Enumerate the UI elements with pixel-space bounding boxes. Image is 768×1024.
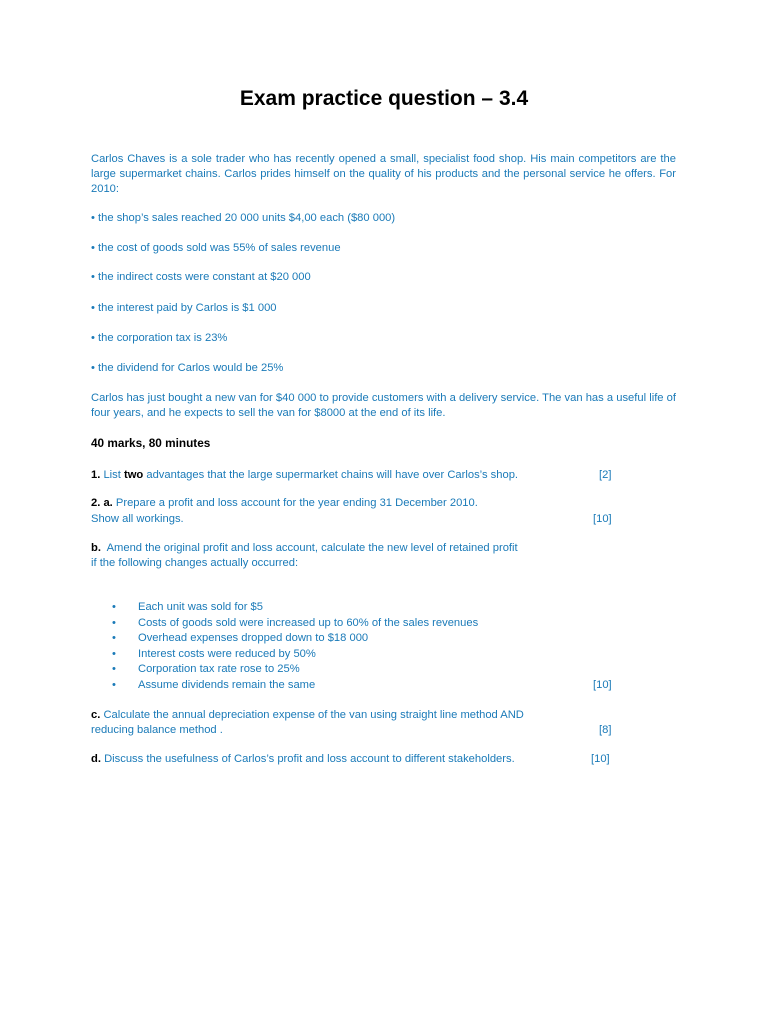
list-item: • Corporation tax rate rose to 25% xyxy=(112,663,300,675)
question-2a: 2. a. Prepare a profit and loss account for the year ending 31 December 2010. xyxy=(91,497,478,509)
bullet: • xyxy=(91,302,95,314)
van-paragraph: Carlos has just bought a new van for $40 000 to provide customers with a delivery service. The van has a useful life of four years, and he expects to sell the van for $8000 at the end of its life. xyxy=(91,392,676,419)
list-item: • Interest costs were reduced by 50% xyxy=(112,647,316,660)
question-number: d. xyxy=(91,753,101,765)
question-2b-marks: [10] xyxy=(593,679,612,691)
bullet: • xyxy=(91,332,95,344)
fact-item: • the corporation tax is 23% xyxy=(91,332,228,344)
question-number: b. xyxy=(91,542,101,554)
bullet: • xyxy=(91,271,95,283)
question-1-marks: [2] xyxy=(599,469,612,481)
fact-item: • the shop’s sales reached 20 000 units $4,00 each ($80 000) xyxy=(91,212,396,224)
list-item: • Assume dividends remain the same xyxy=(112,678,316,691)
bullet: • xyxy=(91,362,95,374)
question-1: 1. List two advantages that the large supermarket chains will have over Carlos’s shop. xyxy=(91,469,519,481)
question-2d: d. Discuss the usefulness of Carlos’s profit and loss account to different stakeholders. xyxy=(91,753,515,765)
question-2c: c. Calculate the annual depreciation expense of the van using straight line method AND xyxy=(91,709,524,721)
question-2c-line2: reducing balance method . xyxy=(91,724,223,736)
fact-item: • the dividend for Carlos would be 25% xyxy=(91,362,284,374)
question-2b: b. Amend the original profit and loss account, calculate the new level of retained profit xyxy=(91,542,518,554)
intro-paragraph: Carlos Chaves is a sole trader who has recently opened a small, specialist food shop. His main competitors are the large supermarket chains. Carlos prides himself on the quality of his products and the personal service he offers. For 2010: xyxy=(91,153,676,195)
question-2d-marks: [10] xyxy=(591,753,610,765)
question-number: c. xyxy=(91,709,101,721)
bullet: • xyxy=(91,242,95,254)
marks-time: 40 marks, 80 minutes xyxy=(91,436,211,450)
question-2c-marks: [8] xyxy=(599,724,612,736)
question-2a-line2: Show all workings. xyxy=(91,513,184,525)
question-2a-marks: [10] xyxy=(593,513,612,525)
fact-item: • the interest paid by Carlos is $1 000 xyxy=(91,302,277,314)
question-number: 1. xyxy=(91,469,101,481)
question-number: 2. a. xyxy=(91,497,113,509)
fact-item: • the cost of goods sold was 55% of sales revenue xyxy=(91,242,341,254)
page-title: Exam practice question – 3.4 xyxy=(239,87,529,110)
list-item: • Overhead expenses dropped down to $18 000 xyxy=(112,632,369,644)
list-item: • Costs of goods sold were increased up to 60% of the sales revenues xyxy=(112,616,479,629)
list-item: • Each unit was sold for $5 xyxy=(112,601,263,613)
fact-item: • the indirect costs were constant at $20 000 xyxy=(91,271,311,283)
bullet: • xyxy=(91,212,95,224)
question-2b-line2: if the following changes actually occurred: xyxy=(91,557,299,569)
changes-list xyxy=(112,600,478,693)
